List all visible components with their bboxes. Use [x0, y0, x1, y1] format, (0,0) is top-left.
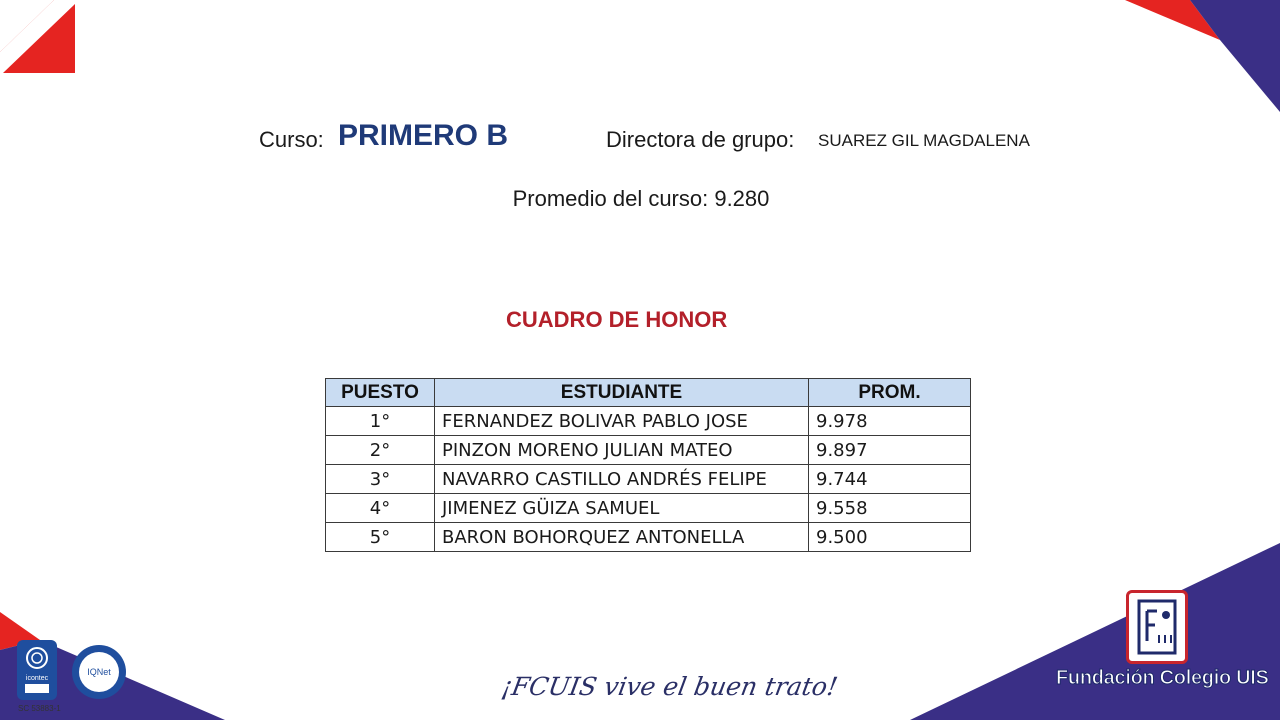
- honor-roll-table: [325, 378, 971, 552]
- corner-top-right-stripes: [1125, 0, 1280, 112]
- column-header-estudiante: ESTUDIANTE: [435, 379, 809, 407]
- course-average: Promedio del curso: 9.280: [512, 186, 770, 211]
- average-cell: 9.897: [809, 436, 971, 465]
- student-cell: JIMENEZ GÜIZA SAMUEL: [435, 494, 809, 523]
- student-cell: NAVARRO CASTILLO ANDRÉS FELIPE: [435, 465, 809, 494]
- brand-name: Fundación Colegio UIS: [1056, 667, 1269, 689]
- table-header-row: [326, 379, 971, 407]
- average-cell: 9.744: [809, 465, 971, 494]
- rank-cell: 4°: [326, 494, 435, 523]
- course-name: PRIMERO B: [338, 119, 509, 152]
- student-cell: BARON BOHORQUEZ ANTONELLA: [435, 523, 809, 552]
- rank-cell: 1°: [326, 407, 435, 436]
- certification-code: SC 53883-1: [18, 704, 61, 713]
- corner-red-square: [0, 0, 75, 73]
- honor-roll-title: CUADRO DE HONOR: [506, 307, 728, 332]
- icontec-certification-icon: [17, 640, 57, 700]
- corner-bottom-right-band: [910, 543, 1280, 720]
- table-row: [326, 494, 971, 523]
- svg-text:IQNet: IQNet: [87, 667, 111, 677]
- table-row: [326, 407, 971, 436]
- column-header-prom: PROM.: [809, 379, 971, 407]
- slogan: ¡FCUIS vive el buen trato!: [499, 672, 840, 701]
- student-cell: PINZON MORENO JULIAN MATEO: [435, 436, 809, 465]
- school-logo-icon: [1126, 590, 1188, 664]
- director-name: SUAREZ GIL MAGDALENA: [818, 131, 1030, 150]
- average-cell: 9.978: [809, 407, 971, 436]
- rank-cell: 5°: [326, 523, 435, 552]
- course-label: Curso:: [259, 127, 324, 152]
- column-header-puesto: PUESTO: [326, 379, 435, 407]
- director-label: Directora de grupo:: [606, 127, 795, 152]
- rank-cell: 3°: [326, 465, 435, 494]
- rank-cell: 2°: [326, 436, 435, 465]
- average-cell: 9.558: [809, 494, 971, 523]
- iqnet-certification-icon: [72, 645, 126, 699]
- student-cell: FERNANDEZ BOLIVAR PABLO JOSE: [435, 407, 809, 436]
- table-row: [326, 436, 971, 465]
- school-emblem-icon: [1129, 593, 1185, 661]
- table-row: [326, 523, 971, 552]
- table-row: [326, 465, 971, 494]
- average-cell: 9.500: [809, 523, 971, 552]
- svg-text:icontec: icontec: [25, 675, 49, 682]
